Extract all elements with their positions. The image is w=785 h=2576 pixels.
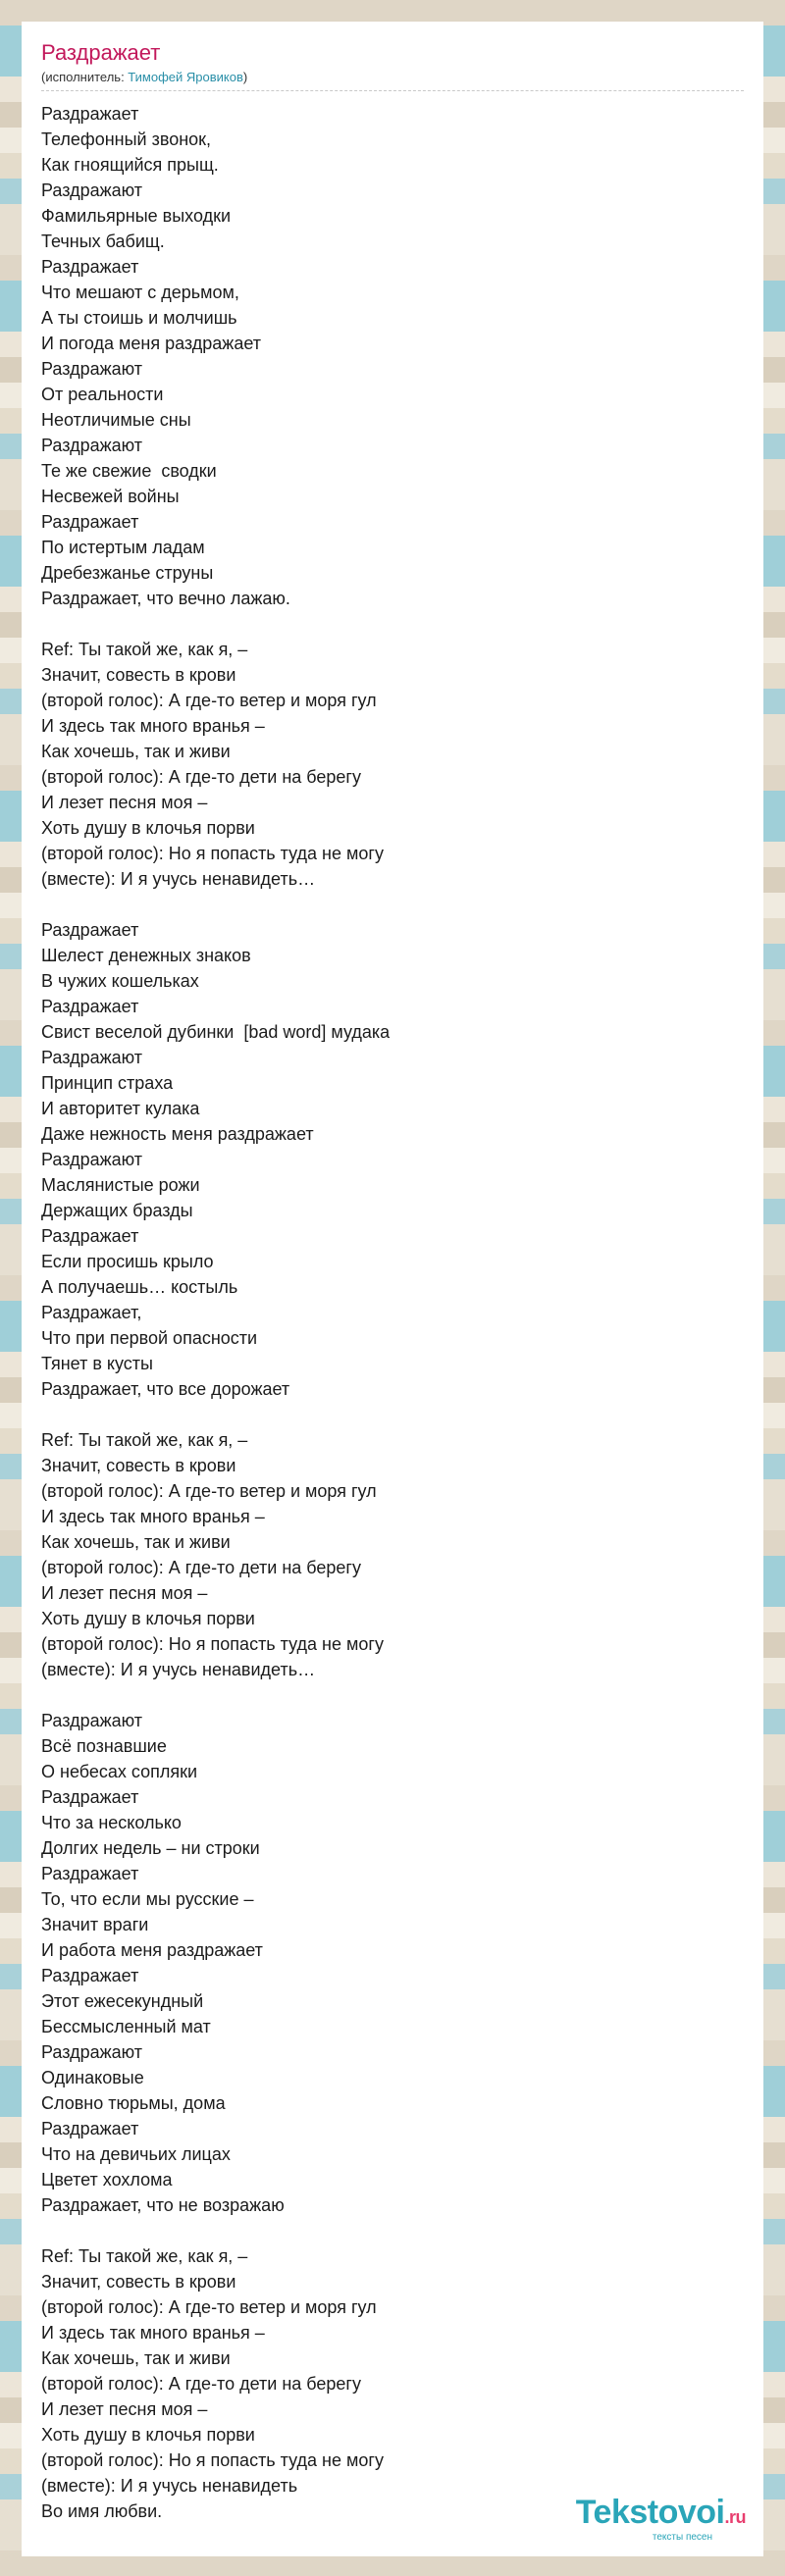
lyric-line: Значит, совесть в крови [41,1456,236,1475]
lyric-line: Одинаковые [41,2068,144,2087]
lyric-line: Раздражают [41,180,142,200]
lyric-line: Раздражают [41,1711,142,1730]
lyric-line: Долгих недель – ни строки [41,1838,260,1858]
lyric-line: И лезет песня моя – [41,793,208,812]
lyric-line: Хоть душу в клочья порви [41,818,255,838]
artist-prefix: (исполнитель: [41,70,129,84]
lyric-line: (второй голос): А где-то ветер и моря гул [41,2297,377,2317]
lyric-line: Несвежей войны [41,487,180,506]
lyric-line: (вместе): И я учусь ненавидеть… [41,1660,316,1679]
lyric-line: Раздражает, что не возражаю [41,2195,285,2215]
lyric-line: Раздражает, что все дорожает [41,1379,290,1399]
lyric-line: Тянет в кусты [41,1354,153,1373]
lyric-line: Этот ежесекундный [41,1991,204,2011]
lyric-line: Что при первой опасности [41,1328,258,1348]
lyric-line: Значит, совесть в крови [41,665,236,685]
lyric-line: (второй голос): Но я попасть туда не могу [41,844,384,863]
lyric-line: Дребезжанье струны [41,563,214,583]
artist-line [41,69,744,91]
lyric-line: И работа меня раздражает [41,1940,263,1960]
stanza-gap [41,1402,744,1427]
lyric-line: Раздражает [41,1966,139,1985]
lyric-line: Раздражают [41,1048,142,1067]
lyric-line: Значит, совесть в крови [41,2272,236,2292]
lyric-line: Как гноящийся прыщ. [41,155,219,175]
lyric-line: Хоть душу в клочья порви [41,1609,255,1628]
lyric-line: Раздражает [41,997,139,1016]
lyrics-text [41,101,744,2524]
stanza-gap [41,611,744,637]
lyric-line: Раздражает [41,512,139,532]
artist-suffix: ) [242,70,248,84]
lyric-line: И здесь так много вранья – [41,1507,265,1526]
lyric-line: Раздражает [41,104,139,124]
lyric-line: Ref: Ты такой же, как я, – [41,2246,248,2266]
lyric-line: Раздражают [41,359,142,379]
lyric-line: (второй голос): А где-то дети на берегу [41,2374,361,2394]
lyric-line: Телефонный звонок, [41,129,212,149]
lyric-line: Раздражает [41,920,139,940]
lyric-line: Принцип страха [41,1073,174,1093]
lyric-line: Хоть душу в клочья порви [41,2425,255,2445]
logo-domain-suffix: .ru [724,2507,746,2527]
lyrics-card [22,22,763,2556]
logo-tagline: тексты песен [652,2532,712,2543]
lyric-line: И погода меня раздражает [41,334,261,353]
lyric-line: Словно тюрьмы, дома [41,2093,226,2113]
lyric-line: А ты стоишь и молчишь [41,308,237,328]
lyric-line: В чужих кошельках [41,971,199,991]
site-logo[interactable] [576,2496,746,2543]
lyric-line: Если просишь крыло [41,1252,214,1271]
lyric-line: Всё познавшие [41,1736,167,1756]
lyric-line: Раздражает [41,1226,139,1246]
lyric-line: Раздражает, [41,1303,142,1322]
lyric-line: Бессмысленный мат [41,2017,211,2036]
lyric-line: Раздражает [41,2119,139,2138]
lyric-line: И лезет песня моя – [41,2399,208,2419]
lyric-line: (вместе): И я учусь ненавидеть [41,2476,298,2496]
lyric-line: (второй голос): Но я попасть туда не могу [41,1634,384,1654]
lyric-line: Течных бабищ. [41,232,165,251]
lyric-line: (второй голос): А где-то ветер и моря гул [41,691,377,710]
lyric-line: Раздражает, что вечно лажаю. [41,589,290,608]
lyric-line: И здесь так много вранья – [41,716,265,736]
stanza-gap [41,892,744,917]
lyric-line: (вместе): И я учусь ненавидеть… [41,869,316,889]
lyric-line: И лезет песня моя – [41,1583,208,1603]
lyric-line: Как хочешь, так и живи [41,2348,231,2368]
lyric-line: От реальности [41,385,164,404]
lyric-line: О небесах сопляки [41,1762,198,1781]
lyric-line: Значит враги [41,1915,149,1934]
lyric-line: А получаешь… костыль [41,1277,238,1297]
lyric-line: Как хочешь, так и живи [41,1532,231,1552]
lyric-line: (второй голос): Но я попасть туда не могу [41,2450,384,2470]
lyric-line: Что за несколько [41,1813,182,1832]
lyric-line: Ref: Ты такой же, как я, – [41,1430,248,1450]
lyric-line: Неотличимые сны [41,410,191,430]
lyric-line: (второй голос): А где-то дети на берегу [41,767,361,787]
lyric-line: Как хочешь, так и живи [41,742,231,761]
lyric-line: (второй голос): А где-то дети на берегу [41,1558,361,1577]
lyric-line: Цветет хохлома [41,2170,173,2190]
lyric-line: Раздражает [41,1864,139,1883]
lyric-line: Свист веселой дубинки [bad word] мудака [41,1022,391,1042]
lyric-line: Шелест денежных знаков [41,946,251,965]
lyric-line: Даже нежность меня раздражает [41,1124,314,1144]
logo-wordmark [576,2496,746,2534]
lyric-line: И здесь так много вранья – [41,2323,265,2343]
lyric-line: Маслянистые рожи [41,1175,200,1195]
lyric-line: Что мешают с дерьмом, [41,283,239,302]
lyric-line: Во имя любви. [41,2501,163,2521]
stanza-gap [41,1682,744,1708]
lyric-line: И авторитет кулака [41,1099,200,1118]
lyric-line: Раздражает [41,257,139,277]
lyric-line: (второй голос): А где-то ветер и моря гул [41,1481,377,1501]
stanza-gap [41,2218,744,2243]
lyric-line: Держащих бразды [41,1201,193,1220]
lyric-line: Раздражают [41,436,142,455]
lyric-line: Что на девичьих лицах [41,2144,231,2164]
artist-link[interactable]: Тимофей Яровиков [128,70,243,84]
lyric-line: Раздражают [41,2042,142,2062]
logo-main-text: Tekstovoi [575,2494,725,2531]
lyric-line: Те же свежие сводки [41,461,217,481]
lyric-line: То, что если мы русские – [41,1889,254,1909]
lyric-line: Раздражают [41,1150,142,1169]
lyric-line: Ref: Ты такой же, как я, – [41,640,248,659]
lyric-line: Раздражает [41,1787,139,1807]
song-title: Раздражает [41,40,161,65]
lyric-line: Фамильярные выходки [41,206,231,226]
lyric-line: По истертым ладам [41,538,205,557]
